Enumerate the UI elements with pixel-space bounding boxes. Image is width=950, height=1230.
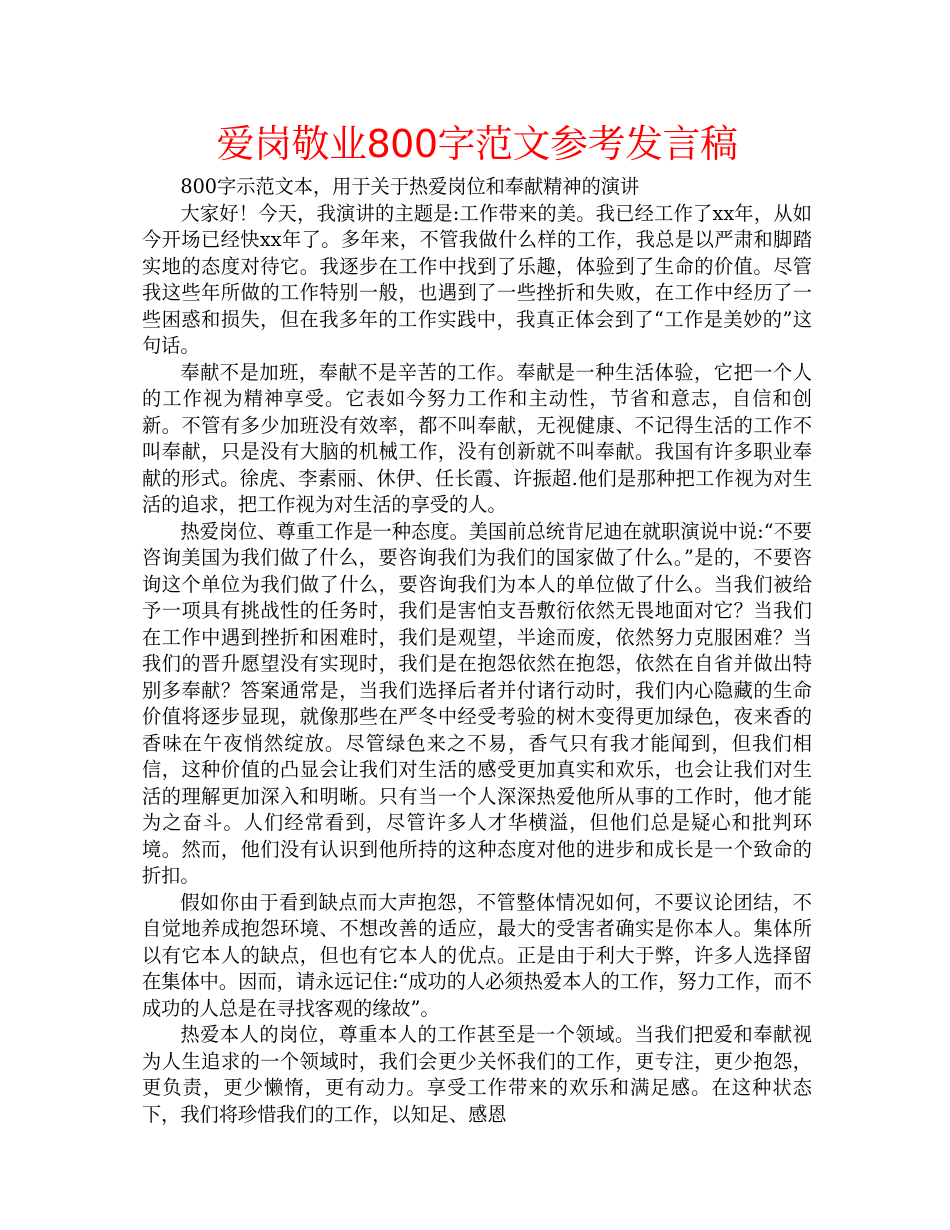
paragraph-dedication: 奉献不是加班，奉献不是辛苦的工作。奉献是一种生活体验，它把一个人的工作视为精神享受。它表如今努力工作和主动性，节省和意志，自信和创新。不管有多少加班没有效率，都不叫奉献，无视健康、不记得生活的工作不叫奉献，只是没有大脑的机械工作，没有创新就不叫奉献。我国有许多职业奉献的形式。徐虎、李素丽、休伊、任长霞、许振超.他们是那种把工作视为对生活的追求，把工作视为对生活的享受的人。 [142, 360, 812, 516]
document-title: 爱岗敬业800字范文参考发言稿 [216, 122, 738, 166]
paragraph-greeting: 大家好！今天，我演讲的主题是:工作带来的美。我已经工作了xx年，从如今开场已经快xx年了。多年来，不管我做什么样的工作，我总是以严肃和脚踏实地的态度对待它。我逐步在工作中找到了乐趣，体验到了生命的价值。尽管我这些年所做的工作特别一般，也遇到了一些挫折和失败，在工作中经历了一些困惑和损失，但在我多年的工作实践中，我真正体会到了“工作是美妙的”这句话。 [142, 201, 812, 357]
paragraph-attitude: 热爱岗位、尊重工作是一种态度。美国前总统肯尼迪在就职演说中说:“不要咨询美国为我们做了什么，要咨询我们为我们的国家做了什么。”是的，不要咨询这个单位为我们做了什么，要咨询我们为本人的单位做了什么。当我们被给予一项具有挑战性的任务时，我们是害怕支吾敷衍依然无畏地面对它？当我们在工作中遇到挫折和困难时，我们是观望，半途而废，依然努力克服困难？当我们的晋升愿望没有实现时，我们是在抱怨依然在抱怨，依然在自省并做出特别多奉献？答案通常是，当我们选择后者并付诸行动时，我们内心隐藏的生命价值将逐步显现，就像那些在严冬中经受考验的树木变得更加绿色，夜来香的香味在午夜悄然绽放。尽管绿色来之不易，香气只有我才能闻到，但我们相信，这种价值的凸显会让我们对生活的感受更加真实和欢乐，也会让我们对生活的理解更加深入和明晰。只有当一个人深深热爱他所从事的工作时，他才能为之奋斗。人们经常看到，尽管许多人才华横溢，但他们总是疑心和批判环境。然而，他们没有认识到他所持的这种态度对他的进步和成长是一个致命的折扣。 [142, 519, 812, 887]
document-body [142, 174, 812, 1128]
paragraph-love-job: 热爱本人的岗位，尊重本人的工作甚至是一个领域。当我们把爱和奉献视为人生追求的一个领域时，我们会更少关怀我们的工作，更专注，更少抱怨，更负责，更少懒惰，更有动力。享受工作带来的欢乐和满足感。在这种状态下，我们将珍惜我们的工作，以知足、感恩 [142, 1023, 812, 1126]
paragraph-complaint: 假如你由于看到缺点而大声抱怨，不管整体情况如何，不要议论团结，不自觉地养成抱怨环境、不想改善的适应，最大的受害者确实是你本人。集体所以有它本人的缺点，但也有它本人的优点。正是由于利大于弊，许多人选择留在集体中。因而，请永远记住:“成功的人必须热爱本人的工作，努力工作，而不成功的人总是在寻找客观的缘故”。 [142, 890, 812, 1020]
paragraph-subtitle: 800字示范文本，用于关于热爱岗位和奉献精神的演讲 [180, 175, 640, 198]
document-page [142, 118, 812, 1128]
